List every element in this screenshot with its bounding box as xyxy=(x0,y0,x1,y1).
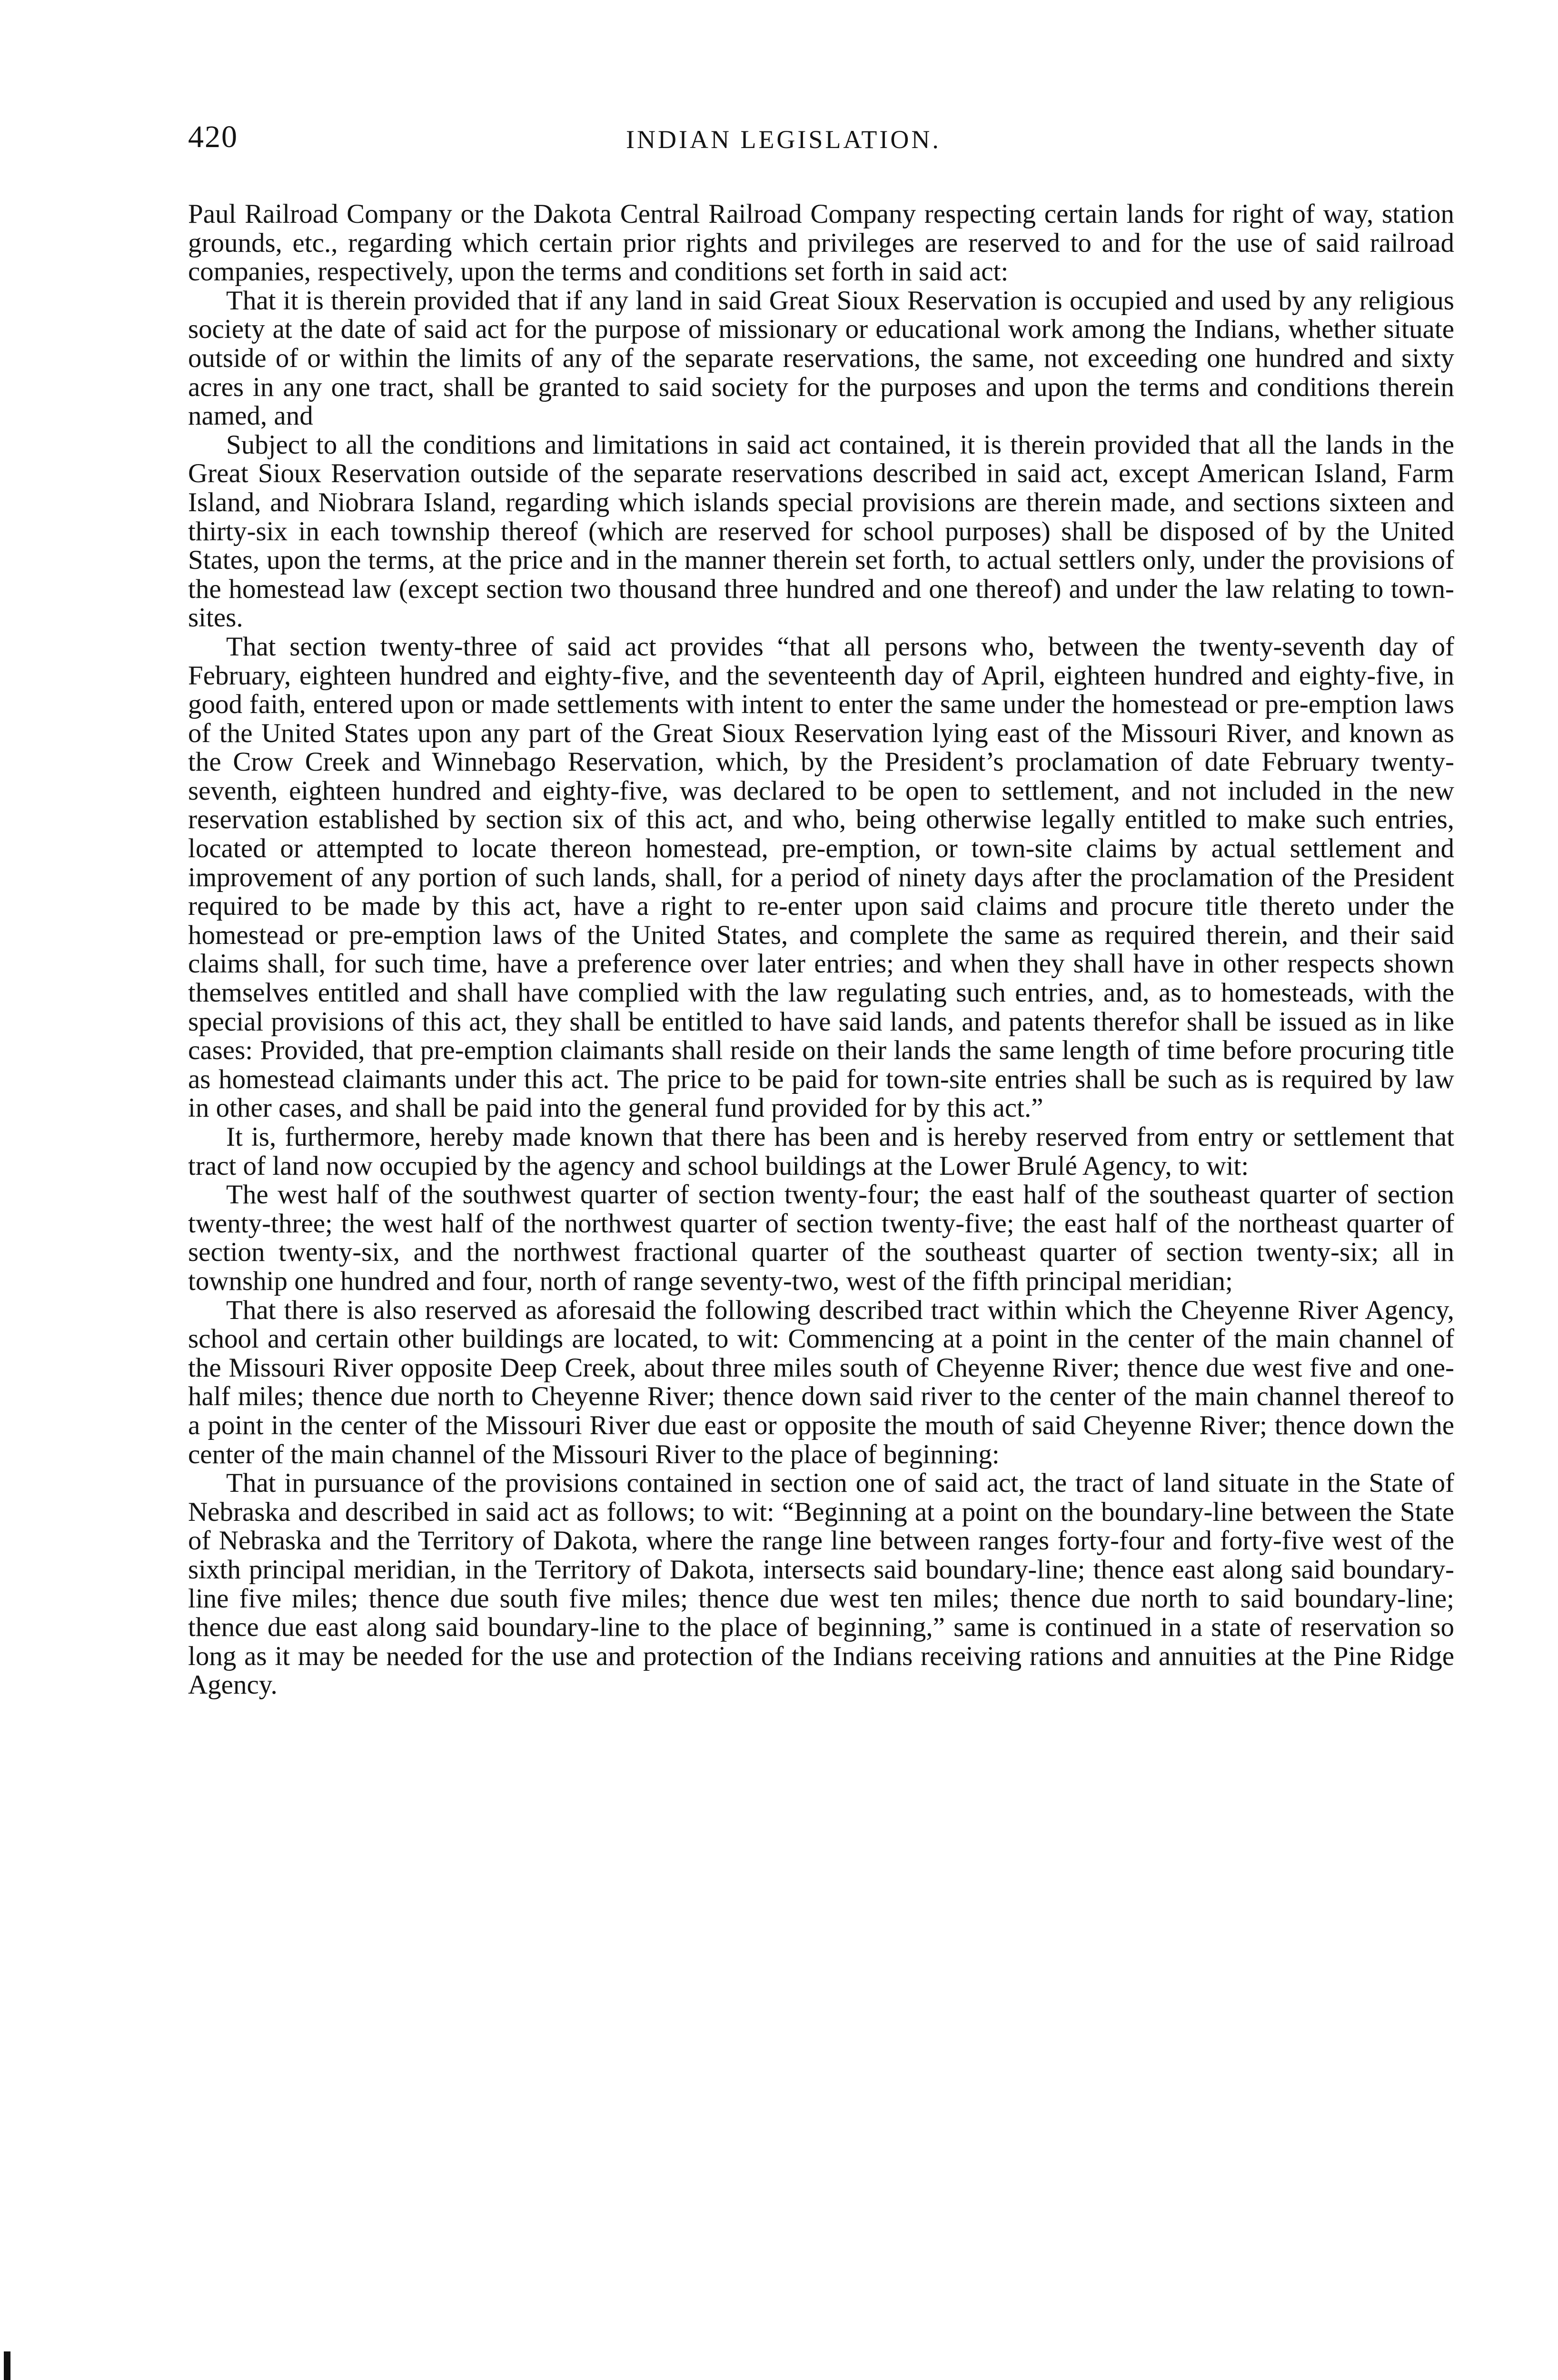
page-number: 420 xyxy=(188,119,238,154)
paragraph-lower-brule-description: The west half of the southwest quarter of section twenty-four; the east half of the southeast quarter of section twenty-three; the west half of the northwest quarter of section twenty-five; the east half of the northeast quarter of section twenty-six, and the northwest fractional quarter of the southeast quarter of section twenty-six; all in township one hundred and four, north of range seventy-two, west of the fifth principal meridian; xyxy=(188,1180,1454,1296)
paragraph-cheyenne-river-agency: That there is also reserved as aforesaid the following described tract within which the Cheyenne River Agency, school and certain other buildings are located, to wit: Commencing at a point in the center of the main channel of the Missouri River opposite Deep Creek, about three miles south of Cheyenne River; thence due west five and one-half miles; thence due north to Cheyenne River; thence down said river to the center of the main channel thereof to a point in the center of the Missouri River due east or opposite the mouth of said Cheyenne River; thence down the center of the main channel of the Missouri River to the place of beginning: xyxy=(188,1295,1454,1469)
page-header xyxy=(188,119,1454,162)
document-body xyxy=(188,200,1454,1700)
paragraph-section-twenty-three: That section twenty-three of said act provides “that all persons who, between the twenty-seventh day of February, eighteen hundred and eighty-five, and the seventeenth day of April, eighteen hundred and eighty-five, in good faith, entered upon or made settlements with intent to enter the same under the homestead or pre-emption laws of the United States upon any part of the Great Sioux Reservation lying east of the Missouri River, and known as the Crow Creek and Winnebago Reservation, which, by the President’s proclamation of date February twenty-seventh, eighteen hundred and eighty-five, was declared to be open to settlement, and not included in the new reservation established by section six of this act, and who, being otherwise legally entitled to make such entries, located or attempted to locate thereon homestead, pre-emption, or town-site claims by actual settlement and improvement of any portion of such lands, shall, for a period of ninety days after the proclamation of the President required to be made by this act, have a right to re-enter upon said claims and procure title thereto under the homestead or pre-emption laws of the United States, and complete the same as required therein, and their said claims shall, for such time, have a preference over later entries; and when they shall have in other respects shown themselves entitled and shall have complied with the law regulating such entries, and, as to homesteads, with the special provisions of this act, they shall be entitled to have said lands, and patents therefor shall be issued as in like cases: Provided, that pre-emption claimants shall reside on their lands the same length of time before procuring title as homestead claimants under this act. The price to be paid for town-site entries shall be such as is required by law in other cases, and shall be paid into the general fund provided for by this act.” xyxy=(188,631,1454,1123)
running-title: INDIAN LEGISLATION. xyxy=(626,125,941,154)
paragraph-railroad-lands: Paul Railroad Company or the Dakota Central Railroad Company respecting certain lands for right of way, station grounds, etc., regarding which certain prior rights and privileges are reserved to and for the use of said railroad companies, respectively, upon the terms and conditions set forth in said act: xyxy=(188,199,1454,287)
paragraph-lower-brule-reservation: It is, furthermore, hereby made known that there has been and is hereby reserved from entry or settlement that tract of land now occupied by the agency and school buildings at the Lower Brulé Agency, to wit: xyxy=(188,1122,1454,1181)
paragraph-religious-society: That it is therein provided that if any land in said Great Sioux Reservation is occupied and used by any religious society at the date of said act for the purpose of missionary or educational work among the Indians, whether situate outside of or within the limits of any of the separate reservations, the same, not exceeding one hundred and sixty acres in any one tract, shall be granted to said society for the purposes and upon the terms and conditions therein named, and xyxy=(188,285,1454,431)
paragraph-disposal-of-lands: Subject to all the conditions and limitations in said act contained, it is therein provided that all the lands in the Great Sioux Reservation outside of the separate reservations described in said act, except American Island, Farm Island, and Niobrara Island, regarding which islands special provisions are therein made, and sections sixteen and thirty-six in each township thereof (which are reserved for school purposes) shall be disposed of by the United States, upon the terms, at the price and in the manner therein set forth, to actual settlers only, under the provisions of the homestead law (except section two thousand three hundred and one thereof) and under the law relating to town-sites. xyxy=(188,429,1454,633)
scan-edge-rule xyxy=(4,2351,10,2380)
paragraph-pine-ridge-tract: That in pursuance of the provisions contained in section one of said act, the tract of land situate in the State of Nebraska and described in said act as follows; to wit: “Beginning at a point on the boundary-line between the State of Nebraska and the Territory of Dakota, where the range line between ranges forty-four and forty-five west of the sixth principal meridian, in the Territory of Dakota, intersects said boundary-line; thence east along said boundary-line five miles; thence due south five miles; thence due west ten miles; thence due north to said boundary-line; thence due east along said boundary-line to the place of beginning,” same is continued in a state of reservation so long as it may be needed for the use and protection of the Indians receiving rations and annuities at the Pine Ridge Agency. xyxy=(188,1468,1454,1700)
